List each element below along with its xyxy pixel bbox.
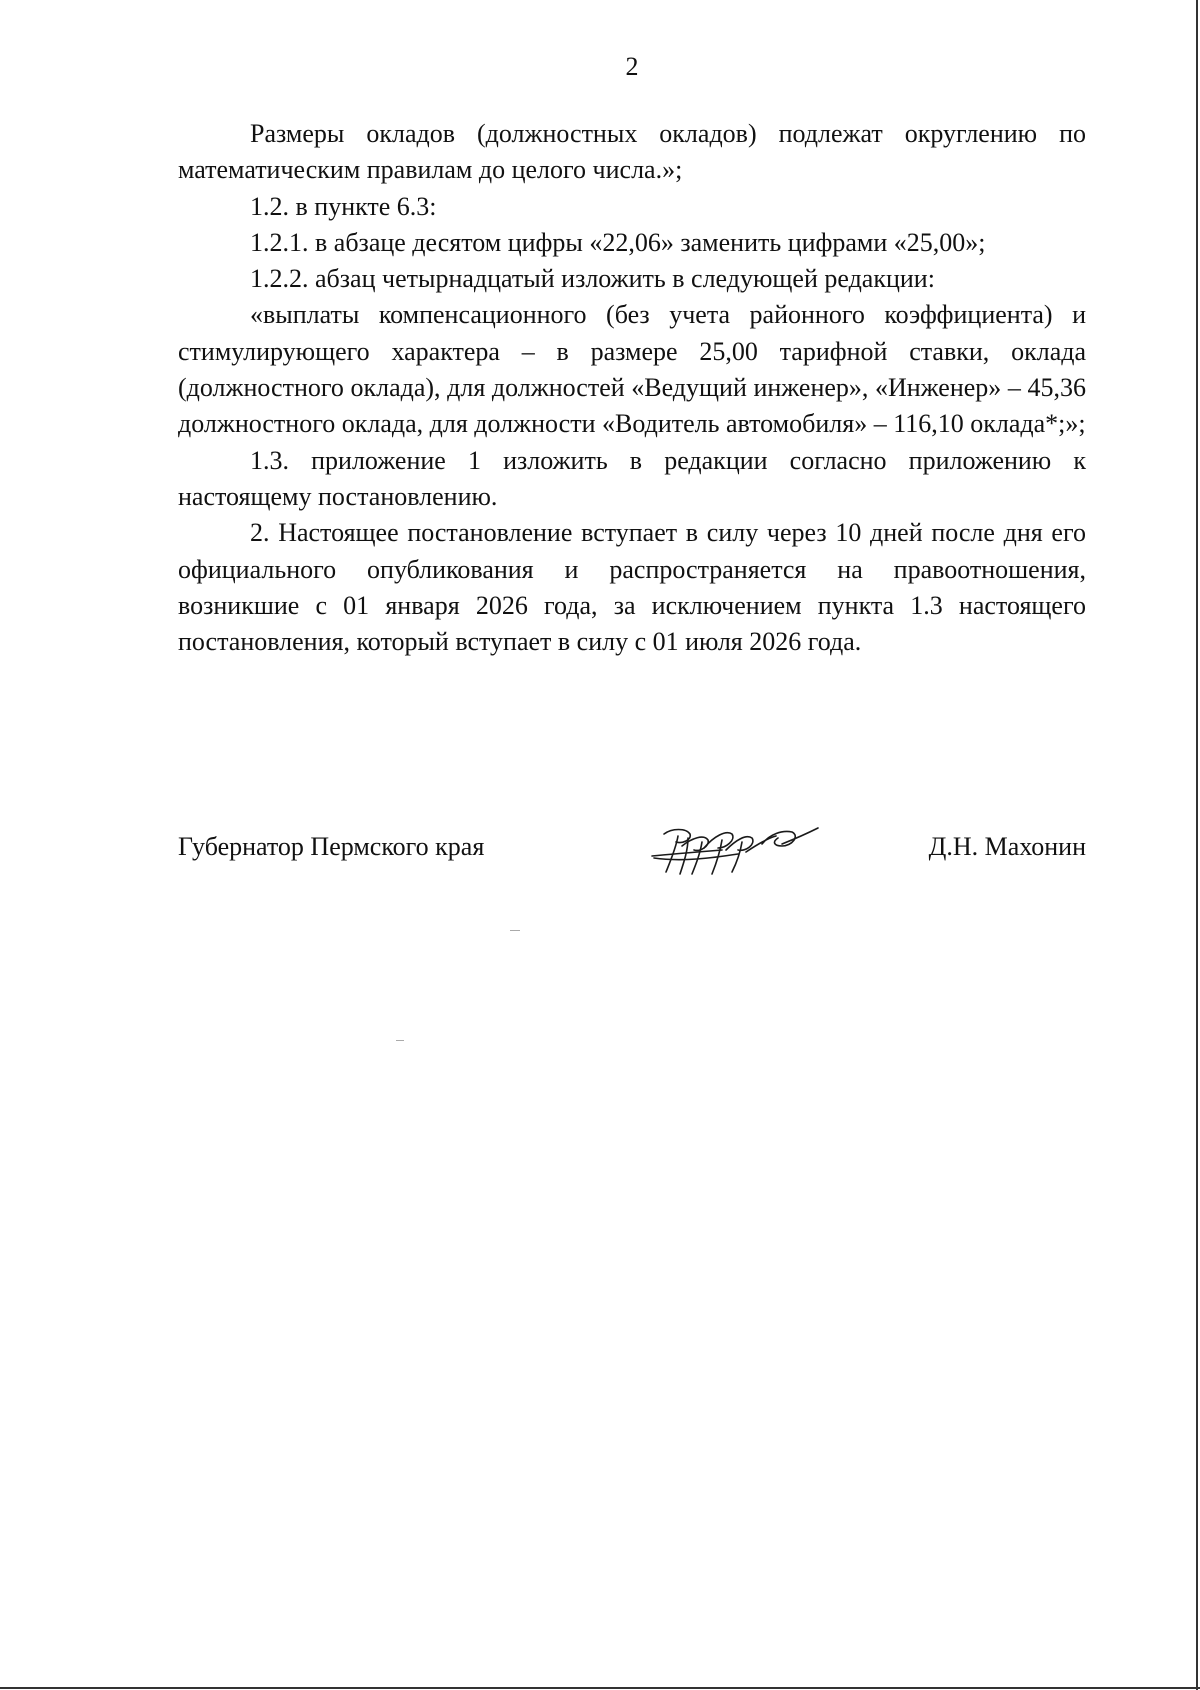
paragraph-salary-rounding: Размеры окладов (должностных окладов) подлежат округлению по математическим правилам до целого числа.»; <box>178 119 1086 185</box>
page-number: 2 <box>625 52 639 81</box>
document-body <box>178 116 1086 660</box>
scan-speck <box>396 1040 404 1041</box>
paragraph-item-1-3: 1.3. приложение 1 изложить в редакции согласно приложению к настоящему постановлению. <box>178 445 1086 511</box>
scan-speck <box>510 930 520 931</box>
paragraph-item-1-2-1: 1.2.1. в абзаце десятом цифры «22,06» заменить цифрами «25,00»; <box>250 227 986 257</box>
handwritten-signature <box>642 822 832 878</box>
signatory-name: Д.Н. Махонин <box>928 832 1086 861</box>
paragraph-item-1-2-2: 1.2.2. абзац четырнадцатый изложить в следующей редакции: <box>250 264 935 294</box>
scan-edge-bottom <box>0 1687 1200 1689</box>
paragraph-item-1-2: 1.2. в пункте 6.3: <box>250 191 437 221</box>
signatory-position: Губернатор Пермского края <box>178 832 485 861</box>
scan-edge-right <box>1196 0 1198 1690</box>
paragraph-item-2-effective-date: 2. Настоящее постановление вступает в силу через 10 дней после дня его официального опубликования и распространяется на правоотношения, возникшие с 01 января 2026 года, за исключением пункта 1.3 настоящего постановления, который вступает в силу с 01 июля 2026 года. <box>178 518 1086 657</box>
signature-block <box>178 822 1086 882</box>
paragraph-quoted-payments: «выплаты компенсационного (без учета районного коэффициента) и стимулирующего характера – в размере 25,00 тарифной ставки, оклада (должностного оклада), для должностей «Ведущий инженер», «Инженер» – 45,36 должностного оклада, для должности «Водитель автомобиля» – 116,10 оклада*;»; <box>178 300 1086 439</box>
